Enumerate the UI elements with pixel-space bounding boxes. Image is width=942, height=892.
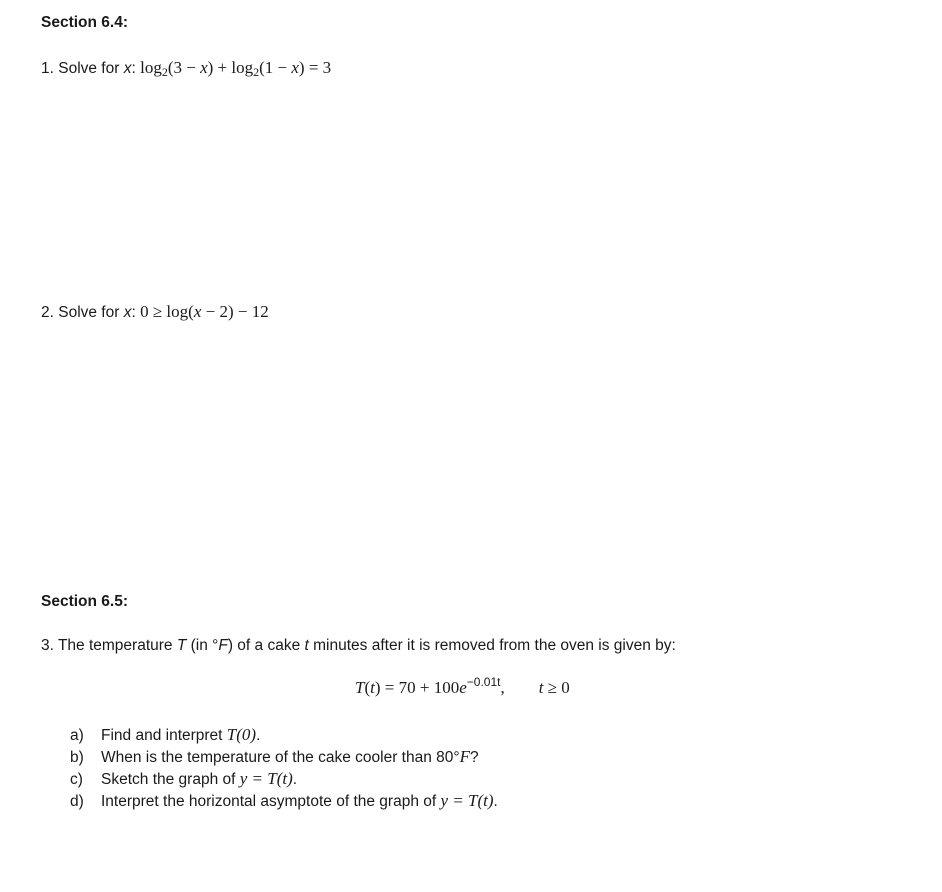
ineq-right: − 2) − 12 [201,302,269,321]
part-text: Interpret the horizontal asymptote of the graph of [101,793,441,810]
problem-1-colon: : [131,60,141,77]
intro-t: t [304,637,309,654]
part-text: Sketch the graph of [101,771,240,788]
list-item [70,724,498,746]
log-base-1: 2 [161,65,168,79]
problem-2-variable: x [123,304,132,321]
problem-2-inequality [140,302,269,321]
formula-exponent: −0.01t [466,675,501,689]
formula-comma: , [500,678,505,697]
log-1: log [140,58,162,77]
intro-F: F [218,637,228,654]
intro-d: minutes after it is removed from the oven is given by: [308,637,676,654]
problem-1 [41,58,331,78]
section-6-4-heading: Section 6.4: [41,14,128,31]
intro-b: (in ° [186,637,219,654]
problem-2-prefix: 2. Solve for [41,304,124,321]
intro-T: T [176,637,187,654]
part-letter: b) [70,749,84,766]
problem-2 [41,302,269,322]
problem-1-variable: x [123,60,132,77]
list-item [70,790,498,812]
part-math: T(0) [226,725,257,744]
arg-2: (1 − [259,58,292,77]
formula-cond-t: t [538,678,544,697]
problem-3-intro [41,637,676,655]
arg-1: (3 − [167,58,201,77]
part-text: Find and interpret [101,727,227,744]
intro-a: 3. The temperature [41,637,177,654]
part-letter: c) [70,771,83,788]
list-item [70,746,498,768]
part-text-end: . [493,793,498,810]
part-letter: a) [70,727,84,744]
part-text-end: ? [470,749,479,766]
formula-e: e [459,678,467,697]
part-text-end: . [292,771,298,788]
equals-3: ) = 3 [298,58,332,77]
temperature-formula [355,675,570,698]
x-1: x [200,58,208,77]
formula-T: T [355,678,365,697]
part-text: When is the temperature of the cake cooler than 80° [101,749,460,766]
part-math: F [459,747,470,766]
x-2: x [291,58,299,77]
intro-c: ) of a cake [227,637,305,654]
formula-paren: ( [364,678,371,697]
part-math: y = T(t) [239,769,293,788]
part-letter: d) [70,793,84,810]
formula-cond-rest: ≥ 0 [543,678,570,697]
problem-2-colon: : [131,304,141,321]
formula-rest: ) = 70 + 100 [374,678,460,697]
plus-log: ) + log [207,58,254,77]
log-base-2: 2 [253,65,260,79]
part-text-end: . [256,727,261,744]
problem-1-equation [140,58,331,77]
problem-3-parts [70,724,498,812]
list-item [70,768,498,790]
ineq-left: 0 ≥ log( [140,302,194,321]
part-math: y = T(t) [440,791,494,810]
formula-t: t [370,678,375,697]
ineq-x: x [193,302,202,321]
section-6-5-heading: Section 6.5: [41,593,128,610]
problem-1-prefix: 1. Solve for [41,60,124,77]
